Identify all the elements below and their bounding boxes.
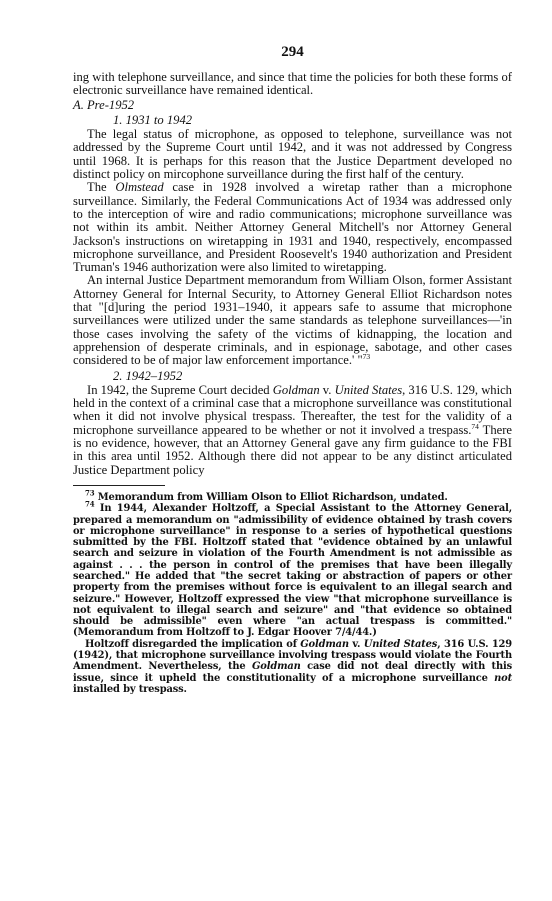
case-name: Olmstead [115, 180, 164, 195]
footnote-mark: 74 [85, 499, 95, 509]
footnote-mark: 73 [85, 488, 95, 498]
paragraph: The Olmstead case in 1928 involved a wiretap rather than a microphone surveillance. Similarly, the Federal Communications Act of 1934 was addressed only to the interception of wire and radio communications; microphone surveillance was not within its ambit. Neither Attorney General Mitchell's nor Attorney General Jackson's instructions on wiretapping in 1931 and 1940, respectively, encompassed microphone surveillance, and President Roosevelt's 1940 authorization and President Truman's 1946 authorization were also limited to wiretapping. [73, 180, 512, 275]
body-text [73, 71, 512, 477]
subsection-heading: 1. 1931 to 1942 [113, 112, 193, 127]
footnote-74-continued: Holtzoff disregarded the implication of Goldman v. United States, 316 U.S. 129 (1942), that microphone surveillance involving trespass would violate the Fourth Amendment. Nevertheless, the Goldman case did not deal directly with this issue, since it upheld the constitutionality of a microphone surveillance not installed by trespass. [73, 638, 512, 695]
section-heading: A. Pre-1952 [73, 97, 135, 112]
emphasis: not [494, 672, 512, 684]
case-name: United States [363, 638, 438, 650]
page-number: 294 [281, 44, 304, 60]
paragraph: An internal Justice Department memorandum from William Olson, former Assistant Attorney General for Internal Security, to Attorney General Elliot Richardson notes that "[d]uring the period 1931–1940, it appears safe to assume that microphone surveillances were utilized under the same standards as telephone surveillances—'in those cases involving the safety of the victims of kidnapping, the location and apprehension of desperate criminals, and in espionage, sabotage, and other cases considered to be of major law enforcement importance.' "$^{73}$ [73, 273, 512, 368]
footnote-reference: 73 [362, 352, 371, 362]
footnote-divider [73, 485, 165, 486]
case-name: Goldman [272, 382, 320, 397]
case-name: Goldman [252, 661, 301, 673]
footnote-reference: 74 [471, 421, 479, 431]
paragraph: In 1942, the Supreme Court decided Goldman v. United States, 316 U.S. 129, which held in the context of a criminal case that a microphone surveillance was constitutional when it did not involve physical trespass. Thereafter, the test for the validity of a microphone surveillance appeared to be whether or not it involved a trespass.$^{74}$ There is no evidence, however, that an Attorney General gave any firm guidance to the FBI in this area until 1952. Although there did not appear to be any distinct articulated Justice Department policy [73, 382, 512, 477]
paragraph: ing with telephone surveillance, and since that time the policies for both these forms of electronic surveillance have remained identical. [73, 70, 512, 98]
footnote-74: $^{74}$ In 1944, Alexander Holtzoff, a Special Assistant to the Attorney General, prepared a memorandum on "admissibility of evidence obtained by trash covers or microphone surveillance" in response to a series of hypothetical questions submitted by the FBI. Holtzoff stated that "evidence obtained by an unlawful search and seizure in violation of the Fourth Amendment is not admissible as against . . . the person in control of the premises that have been illegally searched." He added that "the secret taking or abstraction of papers or other property from the premises without force is equivalent to an illegal search and seizure." However, Holtzoff expressed the view "that microphone surveillance is not equivalent to illegal search and seizure" and "that evidence so obtained should be admissible" even where "an actual trespass is committed." (Memorandum from Holtzoff to J. Edgar Hoover 7/4/44.) [73, 499, 512, 639]
footnotes [73, 488, 512, 695]
footnote-73: $^{73}$ Memorandum from William Olson to Elliot Richardson, undated. [85, 488, 448, 503]
case-name: United States [334, 382, 403, 397]
paragraph: The legal status of microphone, as opposed to telephone, surveillance was not addressed by the Supreme Court until 1942, and it was not addressed by Congress until 1968. It is perhaps for this reason that the Justice Department developed no distinct policy on mircophone surveillance during the first half of the century. [73, 127, 512, 182]
subsection-heading: 2. 1942–1952 [113, 368, 183, 383]
case-name: Goldman [300, 638, 349, 650]
